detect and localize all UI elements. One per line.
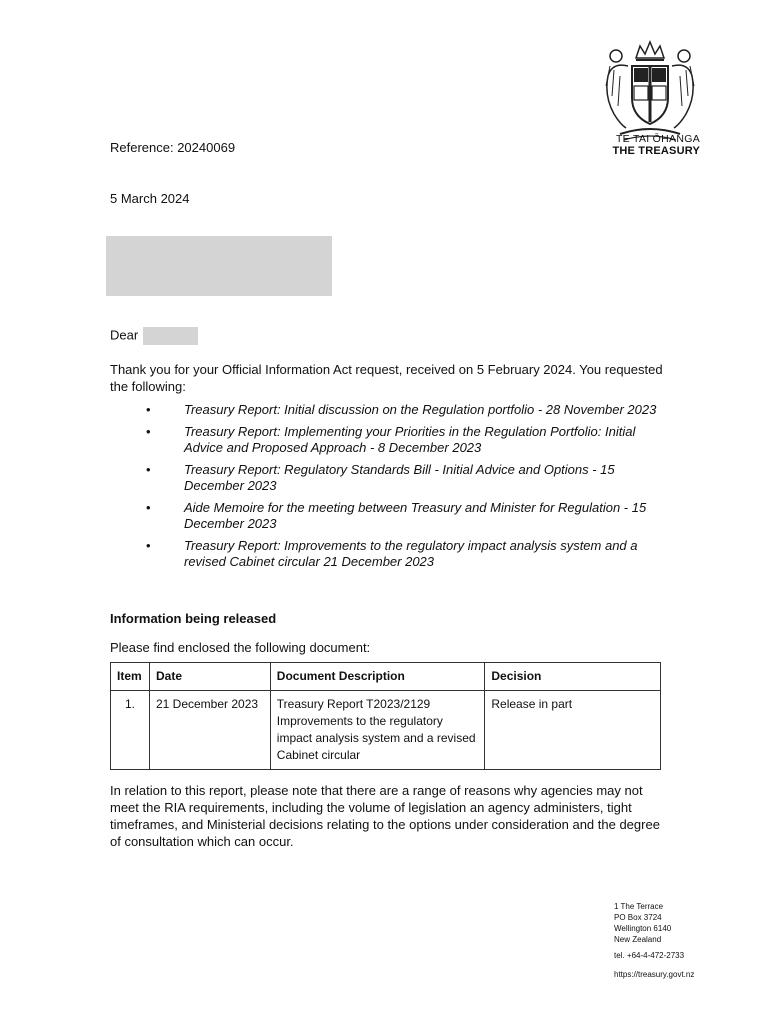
address-line: 1 The Terrace [614,902,664,911]
cell-description: Treasury Report T2023/2129 Improvements to the regulatory impact analysis system and a revised Cabinet circular [270,691,485,770]
logo-english-name: THE TREASURY [612,145,700,157]
list-item-text: Treasury Report: Initial discussion on the Regulation portfolio - 28 November 2023 [184,402,657,417]
list-item [146,462,676,494]
bullet-icon: • [146,402,151,417]
phone-number: tel. +64-4-472-2733 [614,951,685,960]
list-item-text: Treasury Report: Regulatory Standards Bill - Initial Advice and Options - 15 December 2023 [184,462,615,493]
list-item [146,402,676,418]
redacted-address-block [106,236,332,296]
cell-item: 1. [111,691,150,770]
website-link[interactable]: https://treasury.govt.nz [614,970,695,979]
address-line: PO Box 3724 [614,913,662,922]
reference-number: Reference: 20240069 [110,140,236,155]
section-heading: Information being released [110,611,277,626]
list-item-text: Treasury Report: Improvements to the regulatory impact analysis system and a revised Cabinet circular 21 December 2023 [184,538,638,569]
salutation: Dear [110,327,139,343]
logo-maori-name: TE TAI ŌHANGA [615,133,700,145]
letter-date: 5 March 2024 [110,191,190,206]
bullet-icon: • [146,462,151,477]
cell-decision: Release in part [485,691,661,770]
enclosed-text: Please find enclosed the following document: [110,640,371,655]
list-item [146,424,676,456]
list-item-text: Treasury Report: Implementing your Priorities in the Regulation Portfolio: Initial Advice and Proposed Approach - 8 December 2023 [184,424,636,455]
list-item [146,538,676,570]
salutation-row [110,327,198,345]
requested-items-list [146,402,676,576]
address-line: Wellington 6140 [614,924,672,933]
intro-paragraph: Thank you for your Official Information Act request, received on 5 February 2024. You requested the following: [110,362,663,394]
header-date: Date [149,663,270,691]
note-paragraph: In relation to this report, please note that there are a range of reasons why agencies may not meet the RIA requirements, including the volume of legislation an agency administers, tight timeframes, and Ministerial decisions relating to the options under consideration and the degree of consultation which can occur. [110,783,660,849]
cell-date: 21 December 2023 [149,691,270,770]
header-decision: Decision [485,663,661,691]
redacted-name [143,327,198,345]
bullet-icon: • [146,538,151,553]
documents-table [110,662,661,770]
bullet-icon: • [146,500,151,515]
list-item [146,500,676,532]
table-row [111,691,661,770]
header-description: Document Description [270,663,485,691]
address-line: New Zealand [614,935,662,944]
bullet-icon: • [146,424,151,439]
header-item: Item [111,663,150,691]
list-item-text: Aide Memoire for the meeting between Treasury and Minister for Regulation - 15 December 2023 [184,500,647,531]
table-header-row [111,663,661,691]
address-block [614,901,684,961]
